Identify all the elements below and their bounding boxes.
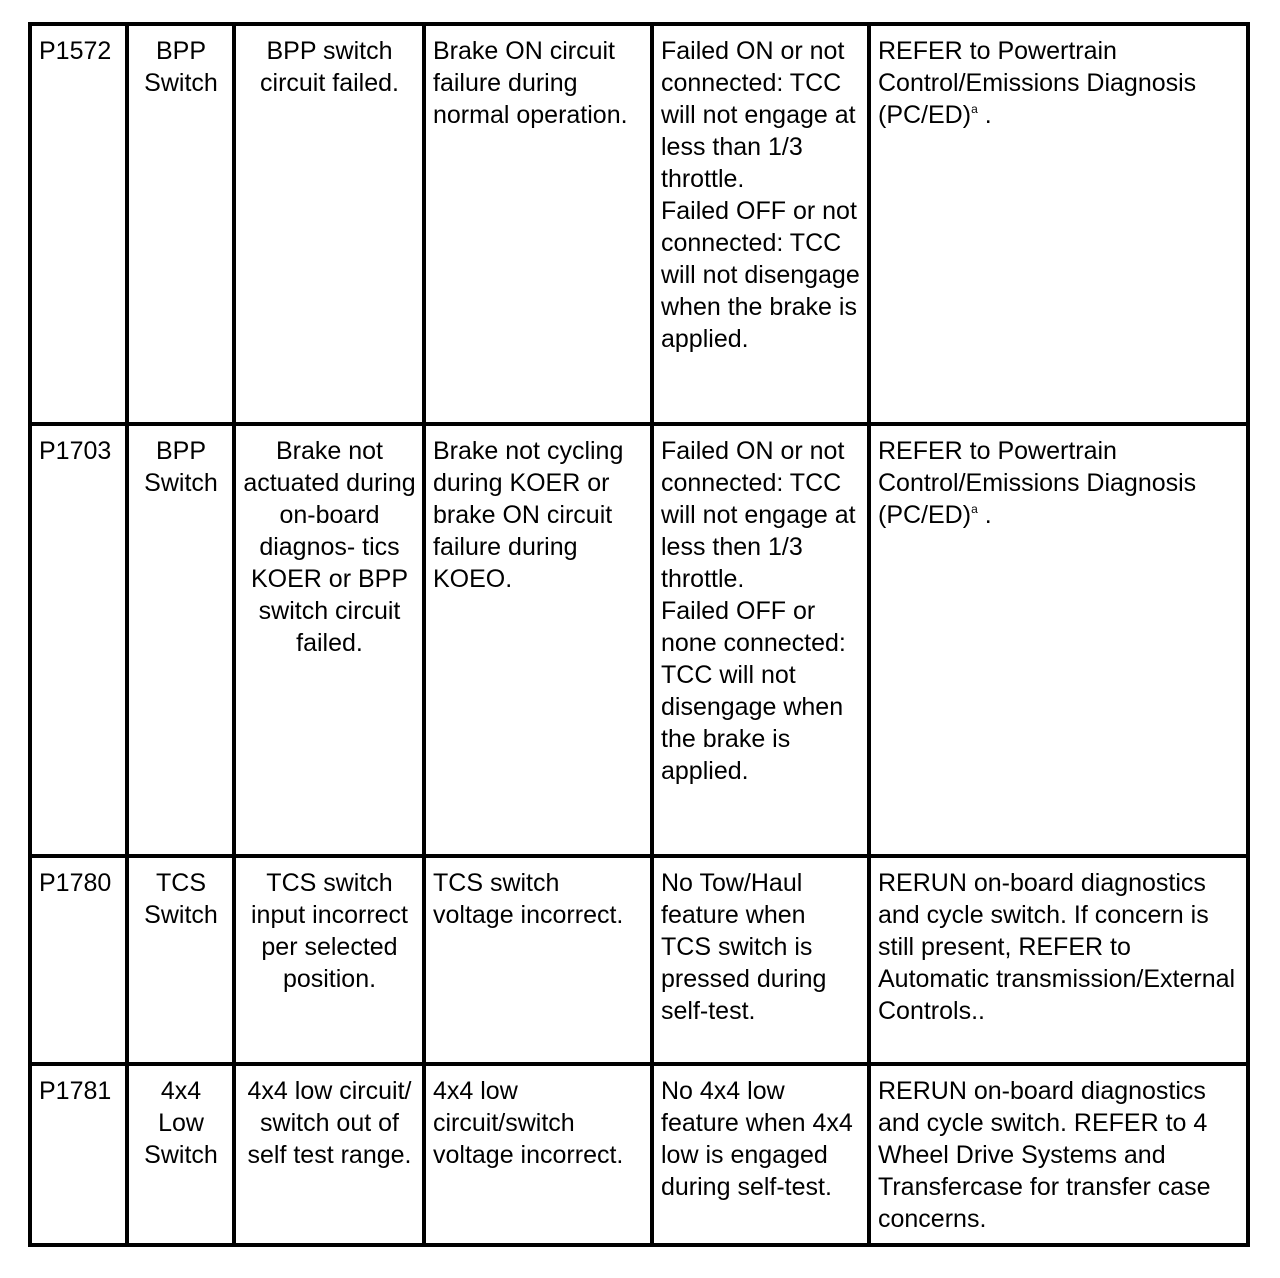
table-row [30, 856, 1248, 1064]
action-text: RERUN on-board diagnostics and cycle switch. If concern is still present, REFER to Automatic transmission/External Controls.. [878, 869, 1236, 1025]
table-row [30, 1064, 1248, 1245]
symptom-text: Failed ON or not connected: TCC will not engage at less then 1/3 throttle. [661, 437, 856, 593]
symptom-text: Failed OFF or not connected: TCC will not disengage when the brake is applied. [661, 197, 860, 353]
probable-condition: Brake ON circuit failure during normal operation. [424, 24, 652, 424]
action-text: REFER to Powertrain Control/Emissions Diagnosis (PC/ED) [878, 37, 1197, 129]
dtc-description: TCS switch input incorrect per selected position. [234, 856, 424, 1064]
component-name: 4x4 Low Switch [127, 1064, 234, 1245]
symptom-text: Failed OFF or none connected: TCC will not disengage when the brake is applied. [661, 597, 846, 785]
dtc-code: P1703 [30, 424, 127, 856]
symptom-text: Failed ON or not connected: TCC will not engage at less than 1/3 throttle. [661, 37, 856, 193]
probable-condition: 4x4 low circuit/switch voltage incorrect. [424, 1064, 652, 1245]
action-cell [869, 424, 1248, 856]
action-cell [869, 856, 1248, 1064]
dtc-code: P1572 [30, 24, 127, 424]
dtc-description: 4x4 low circuit/ switch out of self test range. [234, 1064, 424, 1245]
action-text: REFER to Powertrain Control/Emissions Diagnosis (PC/ED) [878, 437, 1197, 529]
probable-condition: TCS switch voltage incorrect. [424, 856, 652, 1064]
dtc-code: P1781 [30, 1064, 127, 1245]
symptom-text: No 4x4 low feature when 4x4 low is engaged during self-test. [661, 1077, 853, 1201]
footnote-marker: a [971, 102, 978, 116]
table-row [30, 424, 1248, 856]
dtc-code: P1780 [30, 856, 127, 1064]
action-cell [869, 24, 1248, 424]
action-tail: . [977, 501, 992, 529]
dtc-description: BPP switch circuit failed. [234, 24, 424, 424]
dtc-description: Brake not actuated during on-board diagnos- tics KOER or BPP switch circuit failed. [234, 424, 424, 856]
component-name: BPP Switch [127, 424, 234, 856]
action-text: RERUN on-board diagnostics and cycle switch. REFER to 4 Wheel Drive Systems and Transfercase for transfer case concerns. [878, 1077, 1211, 1233]
symptom-cell [652, 1064, 869, 1245]
dtc-table [28, 22, 1250, 1247]
action-tail: . [977, 101, 992, 129]
component-name: BPP Switch [127, 24, 234, 424]
symptom-cell [652, 24, 869, 424]
footnote-marker: a [971, 502, 978, 516]
symptom-text: No Tow/Haul feature when TCS switch is pressed during self-test. [661, 869, 827, 1025]
probable-condition: Brake not cycling during KOER or brake ON circuit failure during KOEO. [424, 424, 652, 856]
symptom-cell [652, 856, 869, 1064]
symptom-cell [652, 424, 869, 856]
table-row [30, 24, 1248, 424]
action-cell [869, 1064, 1248, 1245]
component-name: TCS Switch [127, 856, 234, 1064]
